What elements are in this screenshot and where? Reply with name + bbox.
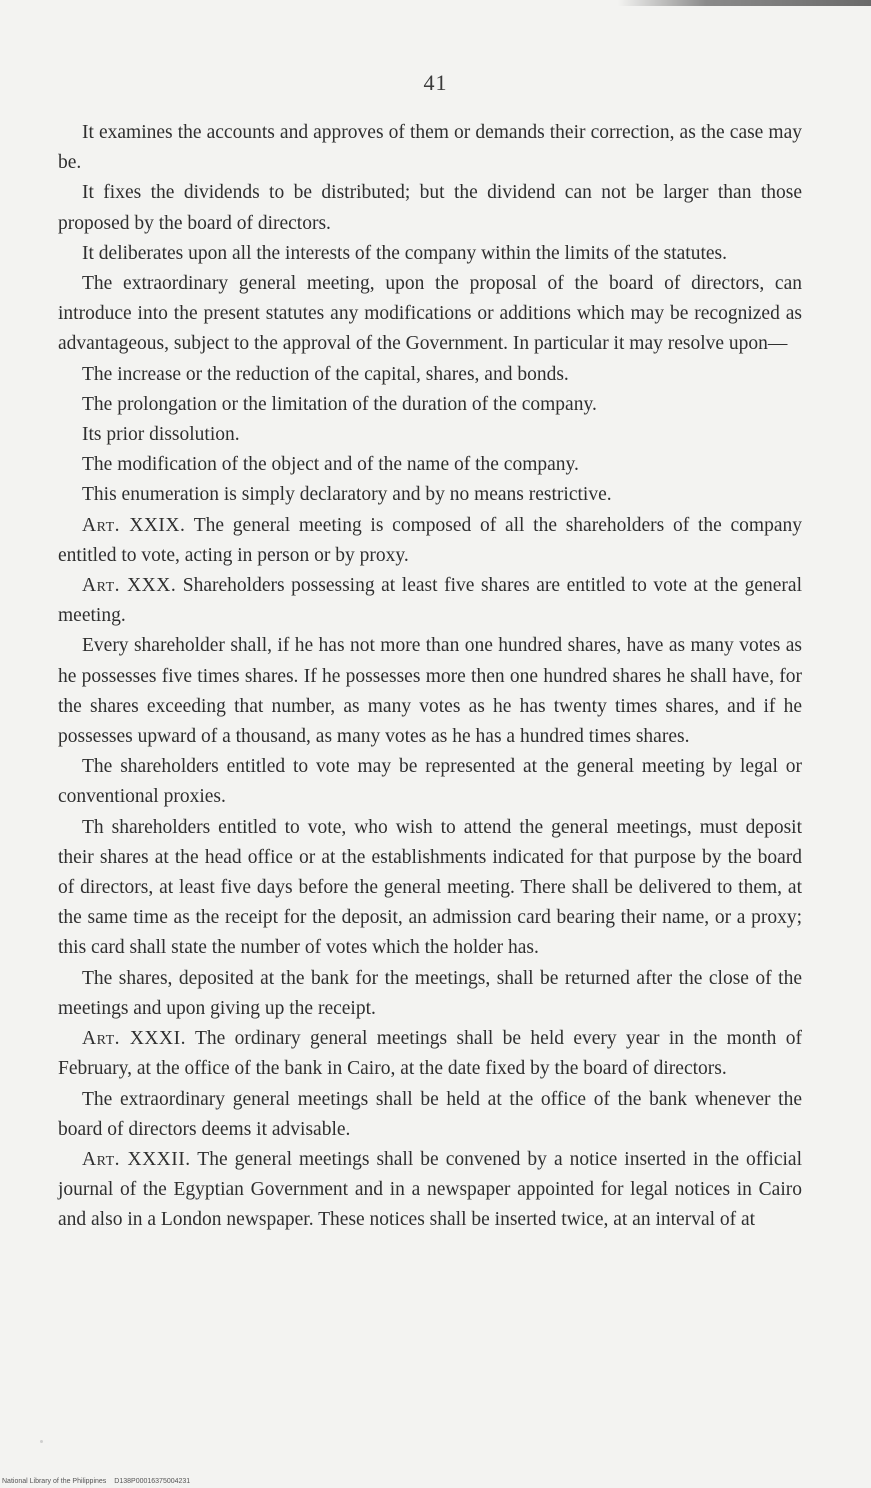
page-number: 41 xyxy=(423,70,448,95)
paragraph: The shareholders entitled to vote may be represented at the general meeting by legal or conventional proxies. xyxy=(58,756,802,808)
paragraph: The prolongation or the limitation of the duration of the company. xyxy=(82,393,597,415)
scan-edge-mark xyxy=(618,0,871,6)
paragraph: The shares, deposited at the bank for the meetings, shall be returned after the close of the meetings and upon giving up the receipt. xyxy=(58,967,802,1019)
paragraph: It examines the accounts and approves of them or demands their correction, as the case may be. xyxy=(58,122,802,174)
article-paragraph: Art. XXX. Shareholders possessing at least five shares are entitled to vote at the general meeting. xyxy=(58,575,802,627)
paragraph: It deliberates upon all the interests of the company within the limits of the statutes. xyxy=(82,242,727,264)
paragraph: It fixes the dividends to be distributed; but the dividend can not be larger than those proposed by the board of directors. xyxy=(58,182,802,234)
scan-footer xyxy=(2,1478,190,1485)
paragraph: Its prior dissolution. xyxy=(82,424,240,446)
paragraph: Th shareholders entitled to vote, who wish to attend the general meetings, must deposit their shares at the head office or at the establishments indicated for that purpose by the board of directors, at least five days before the general meeting. There shall be delivered to them, at the same time as the receipt for the deposit, an admission card bearing their name, or a proxy; this card shall state the number of votes which the holder has. xyxy=(58,816,802,959)
paragraph: This enumeration is simply declaratory and by no means restrictive. xyxy=(82,484,612,506)
footer-code: D138P00016375004231 xyxy=(114,1478,191,1485)
footer-library: National Library of the Philippines xyxy=(2,1478,107,1485)
article-heading: Art. XXXII. xyxy=(82,1148,191,1170)
article-paragraph: Art. XXXI. The ordinary general meetings shall be held every year in the month of February, at the office of the bank in Cairo, at the date fixed by the board of directors. xyxy=(58,1028,802,1080)
article-heading: Art. XXXI. xyxy=(82,1028,186,1050)
article-heading: Art. XXIX. xyxy=(82,514,186,536)
paragraph: The modification of the object and of the name of the company. xyxy=(82,454,579,476)
paragraph: Every shareholder shall, if he has not more than one hundred shares, have as many votes as he possesses five times shares. If he possesses more then one hundred shares he shall have, for the shares exceeding that number, as many votes as he has twenty times shares, and if he possesses upward of a thousand, as many votes as he has a hundred times shares. xyxy=(58,635,802,748)
article-heading: Art. XXX. xyxy=(82,575,177,597)
article-paragraph: Art. XXXII. The general meetings shall be convened by a notice inserted in the official journal of the Egyptian Government and in a newspaper appointed for legal notices in Cairo and also in a London newspaper. These notices shall be inserted twice, at an interval of at xyxy=(58,1148,802,1231)
article-paragraph: Art. XXIX. The general meeting is composed of all the shareholders of the company entitled to vote, acting in person or by proxy. xyxy=(58,514,803,566)
paragraph: The extraordinary general meetings shall be held at the office of the bank whenever the board of directors deems it advisable. xyxy=(58,1088,802,1140)
paragraph: The increase or the reduction of the capital, shares, and bonds. xyxy=(82,363,569,385)
scan-speck xyxy=(40,1440,43,1443)
body-text xyxy=(58,118,802,1236)
paragraph: The extraordinary general meeting, upon the proposal of the board of directors, can introduce into the present statutes any modifications or additions which may be recognized as advantageous, subject to the approval of the Government. In particular it may resolve upon— xyxy=(58,273,802,355)
